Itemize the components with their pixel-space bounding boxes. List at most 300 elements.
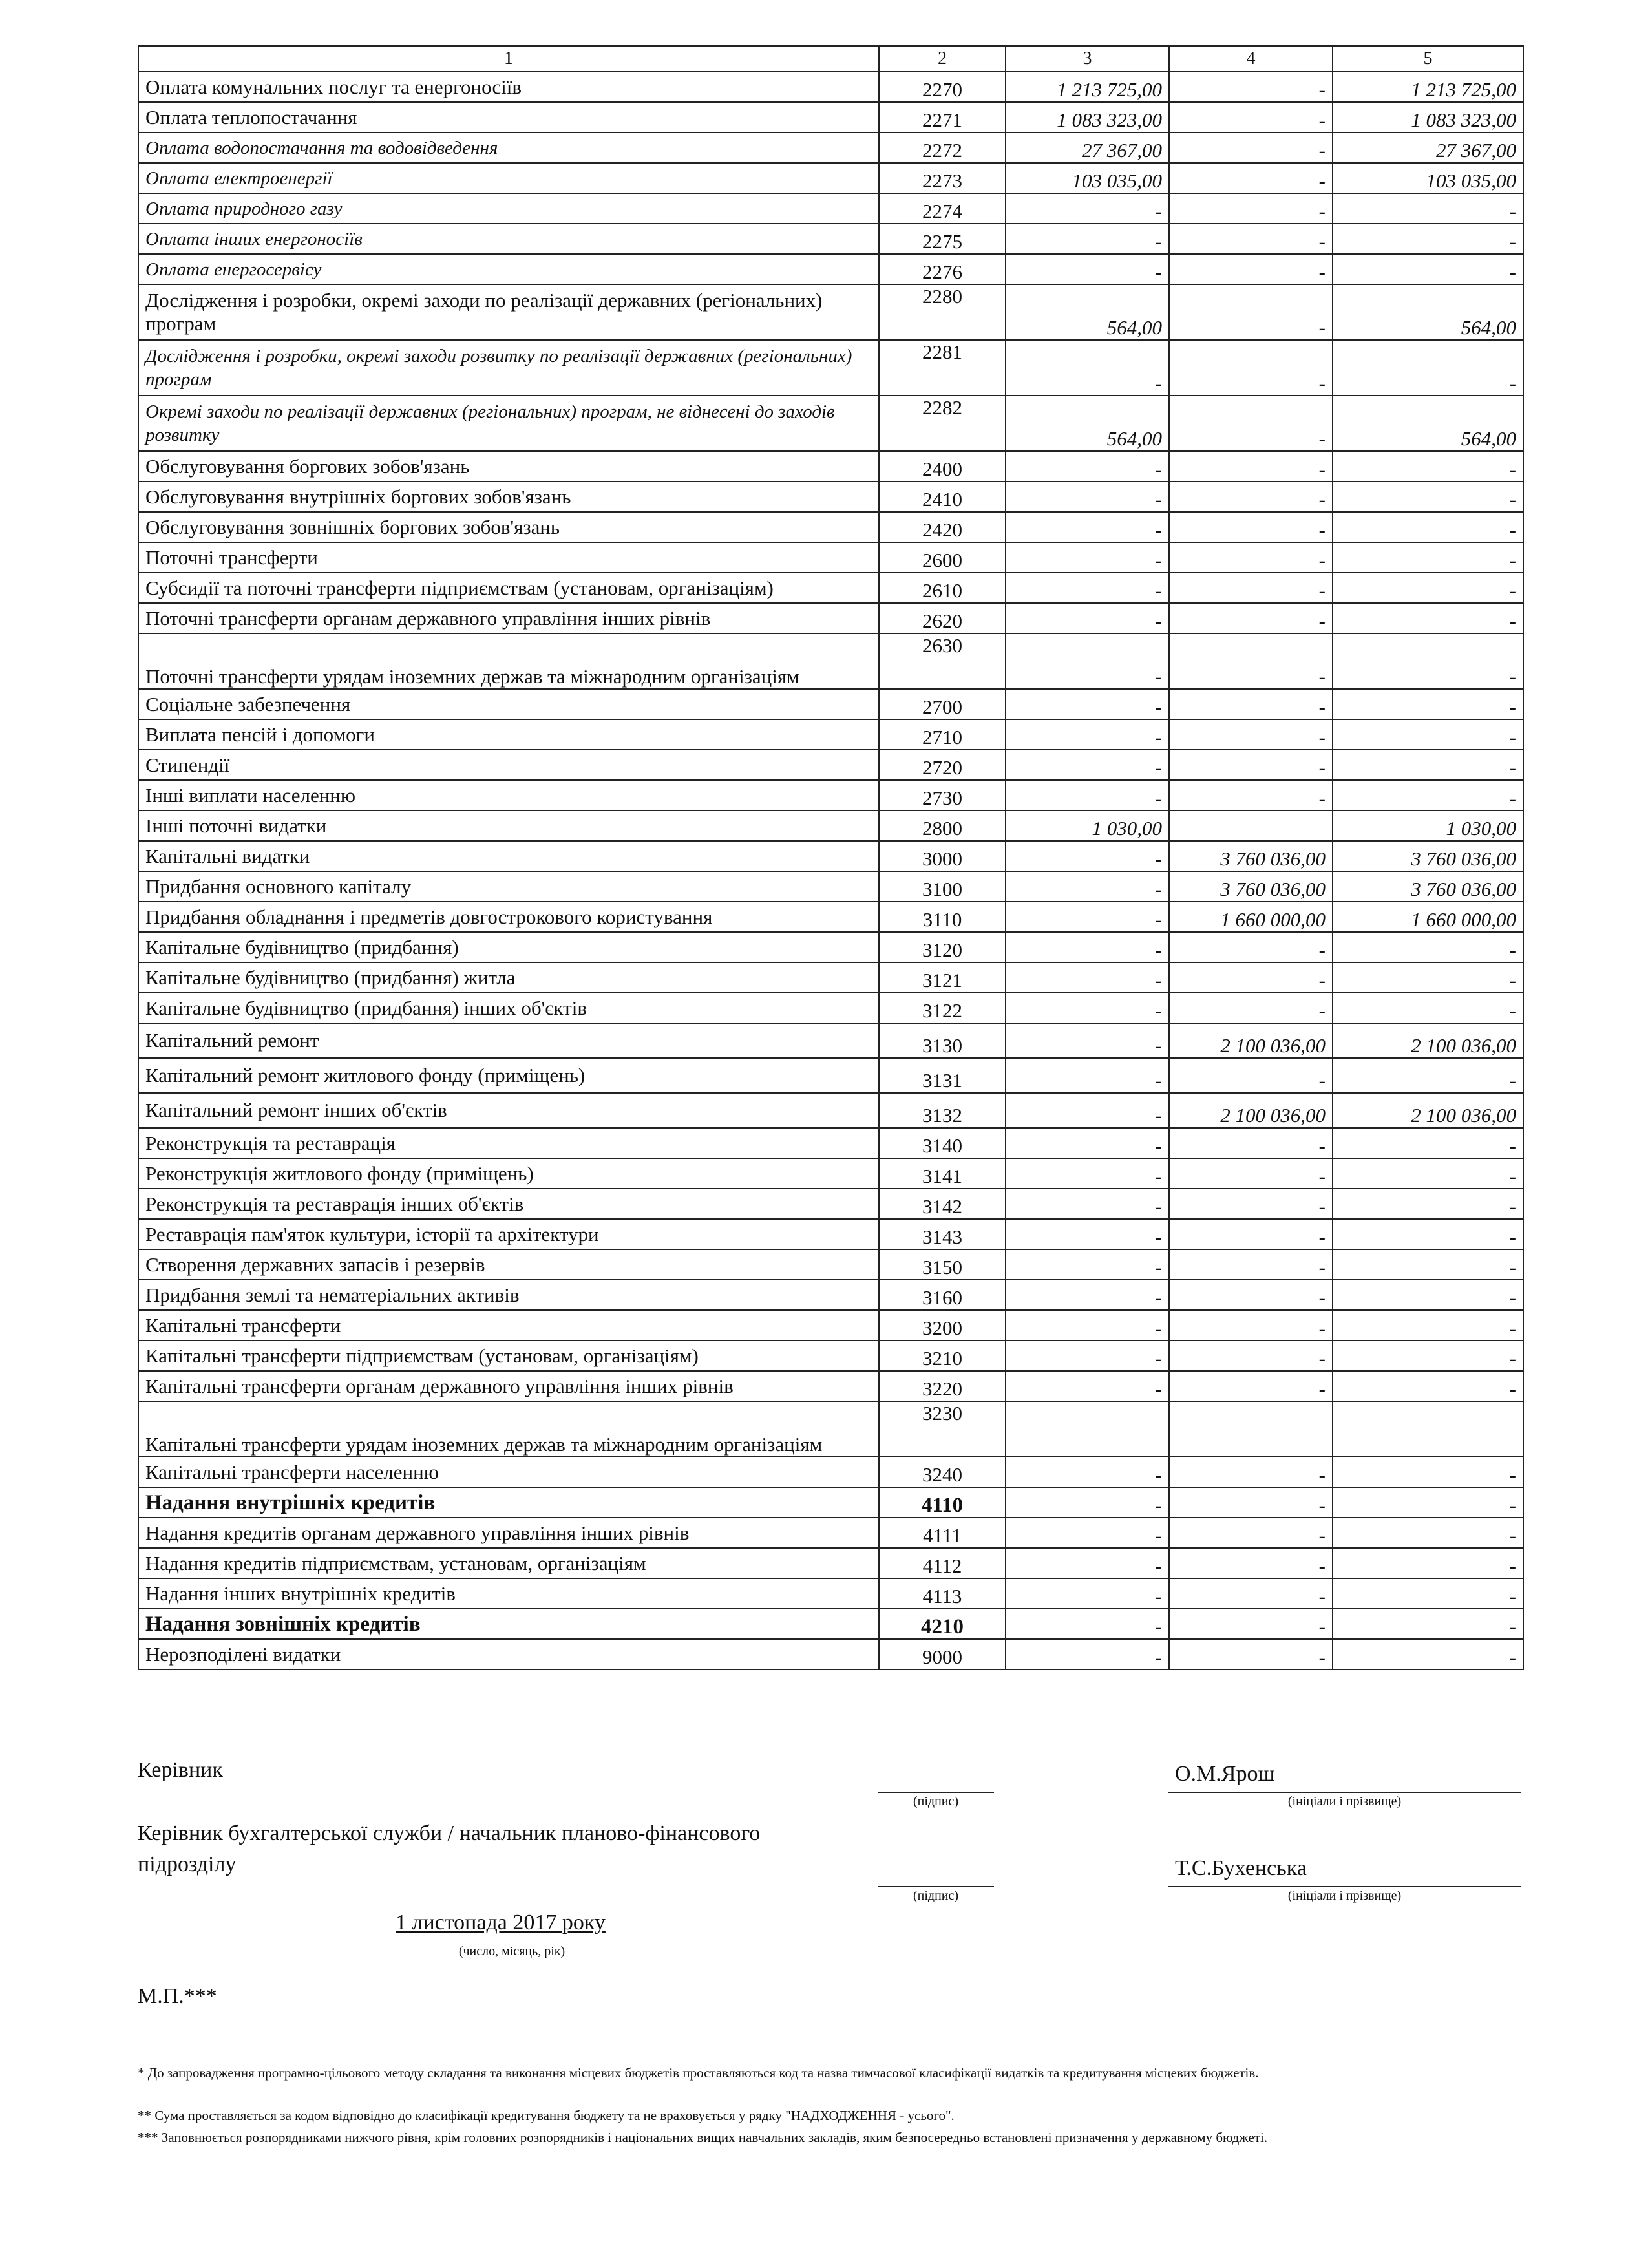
table-row: [138, 1639, 1523, 1669]
row-col4-value: -: [1169, 254, 1333, 284]
row-col3-value: -: [1006, 1158, 1169, 1189]
row-name: Капітальний ремонт житлового фонду (приміщень): [138, 1058, 879, 1093]
row-col3-value: 564,00: [1006, 284, 1169, 340]
table-row: [138, 573, 1523, 603]
row-col4-value: -: [1169, 1578, 1333, 1609]
row-col3-value: -: [1006, 1249, 1169, 1280]
row-code: 3132: [879, 1093, 1006, 1128]
table-row: [138, 193, 1523, 224]
row-name: Надання внутрішніх кредитів: [138, 1487, 879, 1518]
table-row: [138, 1310, 1523, 1341]
table-row: [138, 1401, 1523, 1457]
row-col5-value: -: [1333, 1578, 1523, 1609]
head-name: О.М.Ярош: [1175, 1762, 1275, 1786]
row-name: Капітальний ремонт інших об'єктів: [138, 1093, 879, 1128]
table-row: [138, 962, 1523, 993]
row-col4-value: -: [1169, 573, 1333, 603]
row-code: 2710: [879, 719, 1006, 750]
row-col3-value: -: [1006, 841, 1169, 871]
row-code: 3142: [879, 1189, 1006, 1219]
row-col5-value: 564,00: [1333, 396, 1523, 451]
row-col4-value: -: [1169, 1487, 1333, 1518]
row-code: 9000: [879, 1639, 1006, 1669]
row-name: Надання зовнішніх кредитів: [138, 1609, 879, 1639]
row-col3-value: -: [1006, 1639, 1169, 1669]
table-row: [138, 719, 1523, 750]
row-name: Стипендії: [138, 750, 879, 780]
table-row: [138, 284, 1523, 340]
row-col3-value: -: [1006, 932, 1169, 962]
table-row: [138, 780, 1523, 811]
table-row: [138, 102, 1523, 132]
row-col5-value: -: [1333, 573, 1523, 603]
table-row: [138, 1249, 1523, 1280]
row-col4-value: -: [1169, 1189, 1333, 1219]
head-label: Керівник: [138, 1758, 223, 1782]
row-col4-value: -: [1169, 102, 1333, 132]
row-col3-value: -: [1006, 482, 1169, 512]
head-name-line: [1168, 1792, 1521, 1793]
head-signature-caption: (підпис): [913, 1794, 959, 1808]
row-col4-value: -: [1169, 1548, 1333, 1578]
table-row: [138, 1518, 1523, 1548]
row-name: Капітальні трансферти населенню: [138, 1457, 879, 1487]
row-name: Придбання землі та нематеріальних активів: [138, 1280, 879, 1310]
row-col5-value: -: [1333, 224, 1523, 254]
row-col5-value: 1 083 323,00: [1333, 102, 1523, 132]
row-col5-value: -: [1333, 482, 1523, 512]
row-col4-value: -: [1169, 993, 1333, 1023]
table-row: [138, 340, 1523, 396]
table-row: [138, 542, 1523, 573]
row-col5-value: -: [1333, 1280, 1523, 1310]
row-col5-value: -: [1333, 1371, 1523, 1401]
row-col5-value: -: [1333, 542, 1523, 573]
header-col-4: 4: [1169, 46, 1333, 72]
signing-date: 1 листопада 2017 року: [396, 1911, 606, 1934]
row-col4-value: 1 660 000,00: [1169, 902, 1333, 932]
row-name: Виплата пенсій і допомоги: [138, 719, 879, 750]
row-name: Надання інших внутрішніх кредитів: [138, 1578, 879, 1609]
table-row: [138, 1158, 1523, 1189]
row-name: Реконструкція житлового фонду (приміщень): [138, 1158, 879, 1189]
row-col5-value: -: [1333, 780, 1523, 811]
table-row: [138, 512, 1523, 542]
row-code: 2630: [879, 633, 1006, 689]
row-name: Капітальні трансферти підприємствам (установам, організаціям): [138, 1341, 879, 1371]
row-code: 2281: [879, 340, 1006, 396]
row-col3-value: -: [1006, 224, 1169, 254]
table-row: [138, 750, 1523, 780]
row-col4-value: -: [1169, 542, 1333, 573]
table-row: [138, 1128, 1523, 1158]
row-col3-value: 1 030,00: [1006, 811, 1169, 841]
row-col3-value: -: [1006, 1548, 1169, 1578]
row-col3-value: -: [1006, 1518, 1169, 1548]
table-row: [138, 132, 1523, 163]
row-name: Дослідження і розробки, окремі заходи розвитку по реалізації державних (регіональних) програм: [138, 340, 879, 396]
row-name: Капітальне будівництво (придбання): [138, 932, 879, 962]
row-col3-value: -: [1006, 1578, 1169, 1609]
row-col5-value: -: [1333, 1128, 1523, 1158]
row-col4-value: -: [1169, 163, 1333, 193]
row-col4-value: 2 100 036,00: [1169, 1093, 1333, 1128]
row-name: Оплата природного газу: [138, 193, 879, 224]
row-col4-value: -: [1169, 1058, 1333, 1093]
table-row: [138, 1609, 1523, 1639]
row-col4-value: -: [1169, 451, 1333, 482]
row-code: 3160: [879, 1280, 1006, 1310]
row-code: 2620: [879, 603, 1006, 633]
row-col3-value: -: [1006, 193, 1169, 224]
row-name: Інші поточні видатки: [138, 811, 879, 841]
row-col5-value: -: [1333, 1058, 1523, 1093]
table-row: [138, 689, 1523, 719]
row-code: 3200: [879, 1310, 1006, 1341]
table-row: [138, 72, 1523, 102]
row-code: 3210: [879, 1341, 1006, 1371]
row-col3-value: -: [1006, 1341, 1169, 1371]
row-name: Оплата комунальних послуг та енергоносіїв: [138, 72, 879, 102]
row-col4-value: 3 760 036,00: [1169, 871, 1333, 902]
row-col3-value: -: [1006, 542, 1169, 573]
row-col3-value: -: [1006, 902, 1169, 932]
row-name: Нерозподілені видатки: [138, 1639, 879, 1669]
row-code: 2282: [879, 396, 1006, 451]
row-col3-value: -: [1006, 1310, 1169, 1341]
row-code: 2610: [879, 573, 1006, 603]
row-name: Капітальні трансферти: [138, 1310, 879, 1341]
row-name: Реставрація пам'яток культури, історії та архітектури: [138, 1219, 879, 1249]
row-col4-value: -: [1169, 1219, 1333, 1249]
row-name: Капітальні видатки: [138, 841, 879, 871]
row-name: Капітальне будівництво (придбання) житла: [138, 962, 879, 993]
row-code: 2274: [879, 193, 1006, 224]
table-row: [138, 1548, 1523, 1578]
row-code: 2600: [879, 542, 1006, 573]
row-code: 2276: [879, 254, 1006, 284]
row-col5-value: -: [1333, 1249, 1523, 1280]
row-col4-value: -: [1169, 1158, 1333, 1189]
row-col5-value: -: [1333, 993, 1523, 1023]
table-row: [138, 1219, 1523, 1249]
row-col3-value: -: [1006, 871, 1169, 902]
row-name: Створення державних запасів і резервів: [138, 1249, 879, 1280]
row-name: Обслуговування боргових зобов'язань: [138, 451, 879, 482]
row-col4-value: -: [1169, 340, 1333, 396]
row-code: 3000: [879, 841, 1006, 871]
expenditure-table-body: [138, 46, 1523, 1669]
row-col3-value: 103 035,00: [1006, 163, 1169, 193]
table-header-row: [138, 46, 1523, 72]
row-code: 3110: [879, 902, 1006, 932]
row-code: 2410: [879, 482, 1006, 512]
row-col3-value: [1006, 1401, 1169, 1457]
row-col4-value: -: [1169, 1249, 1333, 1280]
row-col5-value: -: [1333, 1341, 1523, 1371]
accountant-label-line2: підрозділу: [138, 1852, 237, 1876]
row-col5-value: -: [1333, 1189, 1523, 1219]
row-col5-value: -: [1333, 962, 1523, 993]
row-col4-value: -: [1169, 750, 1333, 780]
row-col4-value: -: [1169, 1639, 1333, 1669]
table-row: [138, 1341, 1523, 1371]
row-col3-value: -: [1006, 1128, 1169, 1158]
row-col4-value: -: [1169, 482, 1333, 512]
row-col5-value: -: [1333, 451, 1523, 482]
row-col3-value: -: [1006, 1609, 1169, 1639]
row-name: Оплата водопостачання та водовідведення: [138, 132, 879, 163]
row-col3-value: -: [1006, 603, 1169, 633]
row-code: 3143: [879, 1219, 1006, 1249]
row-name: Надання кредитів органам державного управління інших рівнів: [138, 1518, 879, 1548]
row-code: 3130: [879, 1023, 1006, 1058]
table-row: [138, 811, 1523, 841]
row-col3-value: -: [1006, 689, 1169, 719]
row-name: Оплата інших енергоносіїв: [138, 224, 879, 254]
row-name: Оплата електроенергії: [138, 163, 879, 193]
table-row: [138, 993, 1523, 1023]
row-col5-value: -: [1333, 603, 1523, 633]
row-name: Капітальні трансферти урядам іноземних держав та міжнародним організаціям: [138, 1401, 879, 1457]
row-col4-value: -: [1169, 396, 1333, 451]
accountant-name-line: [1168, 1886, 1521, 1887]
row-code: 3140: [879, 1128, 1006, 1158]
row-code: 3240: [879, 1457, 1006, 1487]
row-col3-value: 1 083 323,00: [1006, 102, 1169, 132]
row-col3-value: -: [1006, 1058, 1169, 1093]
table-row: [138, 1371, 1523, 1401]
row-col4-value: -: [1169, 512, 1333, 542]
accountant-signature-caption: (підпис): [913, 1889, 959, 1903]
row-col4-value: -: [1169, 1341, 1333, 1371]
table-row: [138, 633, 1523, 689]
row-col3-value: -: [1006, 1457, 1169, 1487]
row-name: Реконструкція та реставрація: [138, 1128, 879, 1158]
row-code: 3121: [879, 962, 1006, 993]
row-code: 2270: [879, 72, 1006, 102]
row-name: Обслуговування зовнішніх боргових зобов'язань: [138, 512, 879, 542]
row-name: Окремі заходи по реалізації державних (регіональних) програм, не віднесені до заходів розвитку: [138, 396, 879, 451]
row-name: Капітальне будівництво (придбання) інших об'єктів: [138, 993, 879, 1023]
row-col3-value: -: [1006, 512, 1169, 542]
row-code: 4111: [879, 1518, 1006, 1548]
row-name: Надання кредитів підприємствам, установам, організаціям: [138, 1548, 879, 1578]
footnote-2: ** Сума проставляється за кодом відповідно до класифікації кредитування бюджету та не враховується у рядку "НАДХОДЖЕННЯ - усього".: [138, 2108, 955, 2123]
row-col3-value: 564,00: [1006, 396, 1169, 451]
head-name-caption: (ініціали і прізвище): [1287, 1794, 1402, 1808]
table-row: [138, 1280, 1523, 1310]
row-col5-value: 3 760 036,00: [1333, 871, 1523, 902]
table-row: [138, 1189, 1523, 1219]
row-name: Капітальний ремонт: [138, 1023, 879, 1058]
table-row: [138, 1578, 1523, 1609]
row-col3-value: -: [1006, 340, 1169, 396]
table-row: [138, 451, 1523, 482]
row-code: 4210: [879, 1609, 1006, 1639]
row-col3-value: -: [1006, 962, 1169, 993]
header-col-2: 2: [879, 46, 1006, 72]
row-col4-value: -: [1169, 132, 1333, 163]
row-col5-value: 1 213 725,00: [1333, 72, 1523, 102]
row-col5-value: 27 367,00: [1333, 132, 1523, 163]
row-name: Оплата теплопостачання: [138, 102, 879, 132]
row-code: 2273: [879, 163, 1006, 193]
row-col5-value: 2 100 036,00: [1333, 1093, 1523, 1128]
row-col5-value: -: [1333, 1219, 1523, 1249]
row-col5-value: -: [1333, 750, 1523, 780]
row-col4-value: -: [1169, 193, 1333, 224]
table-row: [138, 932, 1523, 962]
row-name: Капітальні трансферти органам державного управління інших рівнів: [138, 1371, 879, 1401]
row-col3-value: -: [1006, 1219, 1169, 1249]
row-code: 2700: [879, 689, 1006, 719]
row-col3-value: -: [1006, 1487, 1169, 1518]
row-col5-value: -: [1333, 1639, 1523, 1669]
row-col4-value: -: [1169, 780, 1333, 811]
row-col4-value: -: [1169, 1310, 1333, 1341]
row-code: 3150: [879, 1249, 1006, 1280]
row-col3-value: -: [1006, 1189, 1169, 1219]
row-col3-value: -: [1006, 451, 1169, 482]
row-col5-value: -: [1333, 932, 1523, 962]
row-col5-value: 1 660 000,00: [1333, 902, 1523, 932]
row-col5-value: -: [1333, 1518, 1523, 1548]
row-col4-value: -: [1169, 1457, 1333, 1487]
footnote-3: *** Заповнюється розпорядниками нижчого рівня, крім головних розпорядників і національних вищих навчальних закладів, яким безпосередньо встановлені призначення у державному бюджеті.: [138, 2130, 1268, 2145]
row-code: 2272: [879, 132, 1006, 163]
table-row: [138, 254, 1523, 284]
table-row: [138, 1487, 1523, 1518]
row-name: Придбання основного капіталу: [138, 871, 879, 902]
table-row: [138, 841, 1523, 871]
row-col5-value: 1 030,00: [1333, 811, 1523, 841]
row-col4-value: -: [1169, 932, 1333, 962]
row-col4-value: -: [1169, 689, 1333, 719]
row-col3-value: -: [1006, 1093, 1169, 1128]
row-code: 2730: [879, 780, 1006, 811]
row-col3-value: -: [1006, 1023, 1169, 1058]
row-col5-value: -: [1333, 689, 1523, 719]
table-row: [138, 163, 1523, 193]
row-col5-value: 2 100 036,00: [1333, 1023, 1523, 1058]
row-name: Поточні трансферти органам державного управління інших рівнів: [138, 603, 879, 633]
table-row: [138, 396, 1523, 451]
row-name: Реконструкція та реставрація інших об'єктів: [138, 1189, 879, 1219]
row-code: 3220: [879, 1371, 1006, 1401]
row-code: 4113: [879, 1578, 1006, 1609]
row-col5-value: 564,00: [1333, 284, 1523, 340]
table-row: [138, 1093, 1523, 1128]
row-col5-value: -: [1333, 633, 1523, 689]
row-col5-value: -: [1333, 340, 1523, 396]
row-col4-value: [1169, 1401, 1333, 1457]
row-code: 3120: [879, 932, 1006, 962]
signing-date-caption: (число, місяць, рік): [458, 1944, 565, 1958]
accountant-name-caption: (ініціали і прізвище): [1287, 1889, 1402, 1903]
row-code: 2720: [879, 750, 1006, 780]
header-col-3: 3: [1006, 46, 1169, 72]
row-col4-value: -: [1169, 603, 1333, 633]
table-row: [138, 603, 1523, 633]
row-code: 3141: [879, 1158, 1006, 1189]
row-name: Поточні трансферти урядам іноземних держав та міжнародним організаціям: [138, 633, 879, 689]
row-col5-value: 3 760 036,00: [1333, 841, 1523, 871]
footnote-1: * До запровадження програмно-цільового методу складання та виконання місцевих бюджетів проставляються код та назва тимчасової класифікації видатків та кредитування місцевих бюджетів.: [138, 2065, 1259, 2081]
row-code: 4110: [879, 1487, 1006, 1518]
header-col-1: 1: [138, 46, 879, 72]
row-code: 2400: [879, 451, 1006, 482]
row-col5-value: -: [1333, 512, 1523, 542]
row-col5-value: -: [1333, 1310, 1523, 1341]
row-col5-value: -: [1333, 719, 1523, 750]
table-row: [138, 1058, 1523, 1093]
header-col-5: 5: [1333, 46, 1523, 72]
row-col3-value: -: [1006, 993, 1169, 1023]
row-code: 2800: [879, 811, 1006, 841]
row-code: 2275: [879, 224, 1006, 254]
row-col5-value: -: [1333, 1548, 1523, 1578]
row-name: Поточні трансферти: [138, 542, 879, 573]
row-col5-value: -: [1333, 1487, 1523, 1518]
row-col3-value: -: [1006, 1371, 1169, 1401]
stamp-label: М.П.***: [138, 1984, 217, 2008]
row-col3-value: -: [1006, 254, 1169, 284]
row-name: Обслуговування внутрішніх боргових зобов'язань: [138, 482, 879, 512]
row-col3-value: -: [1006, 719, 1169, 750]
row-name: Субсидії та поточні трансферти підприємствам (установам, організаціям): [138, 573, 879, 603]
row-col4-value: -: [1169, 1609, 1333, 1639]
row-code: 2271: [879, 102, 1006, 132]
row-col3-value: -: [1006, 633, 1169, 689]
row-name: Оплата енергосервісу: [138, 254, 879, 284]
accountant-name: Т.С.Бухенська: [1175, 1856, 1307, 1880]
row-code: 3230: [879, 1401, 1006, 1457]
row-col5-value: -: [1333, 193, 1523, 224]
row-name: Соціальне забезпечення: [138, 689, 879, 719]
row-col5-value: -: [1333, 1609, 1523, 1639]
table-row: [138, 1457, 1523, 1487]
row-col4-value: -: [1169, 1371, 1333, 1401]
row-col4-value: -: [1169, 633, 1333, 689]
row-code: 3131: [879, 1058, 1006, 1093]
row-col4-value: -: [1169, 72, 1333, 102]
row-col4-value: -: [1169, 1128, 1333, 1158]
row-col4-value: -: [1169, 719, 1333, 750]
row-name: Придбання обладнання і предметів довгострокового користування: [138, 902, 879, 932]
accountant-signature-line: [878, 1886, 994, 1887]
row-col4-value: 3 760 036,00: [1169, 841, 1333, 871]
row-col4-value: -: [1169, 284, 1333, 340]
row-col5-value: 103 035,00: [1333, 163, 1523, 193]
row-col3-value: 1 213 725,00: [1006, 72, 1169, 102]
accountant-label-line1: Керівник бухгалтерської служби / начальник планово-фінансового: [138, 1821, 761, 1845]
row-col4-value: [1169, 811, 1333, 841]
row-name: Дослідження і розробки, окремі заходи по реалізації державних (регіональних) програм: [138, 284, 879, 340]
row-name: Інші виплати населенню: [138, 780, 879, 811]
expenditure-table: [138, 45, 1524, 1670]
row-col3-value: 27 367,00: [1006, 132, 1169, 163]
row-code: 2420: [879, 512, 1006, 542]
table-row: [138, 1023, 1523, 1058]
row-col4-value: -: [1169, 224, 1333, 254]
row-col3-value: -: [1006, 573, 1169, 603]
row-col4-value: 2 100 036,00: [1169, 1023, 1333, 1058]
row-col5-value: -: [1333, 254, 1523, 284]
row-col3-value: -: [1006, 780, 1169, 811]
row-col3-value: -: [1006, 750, 1169, 780]
row-code: 2280: [879, 284, 1006, 340]
